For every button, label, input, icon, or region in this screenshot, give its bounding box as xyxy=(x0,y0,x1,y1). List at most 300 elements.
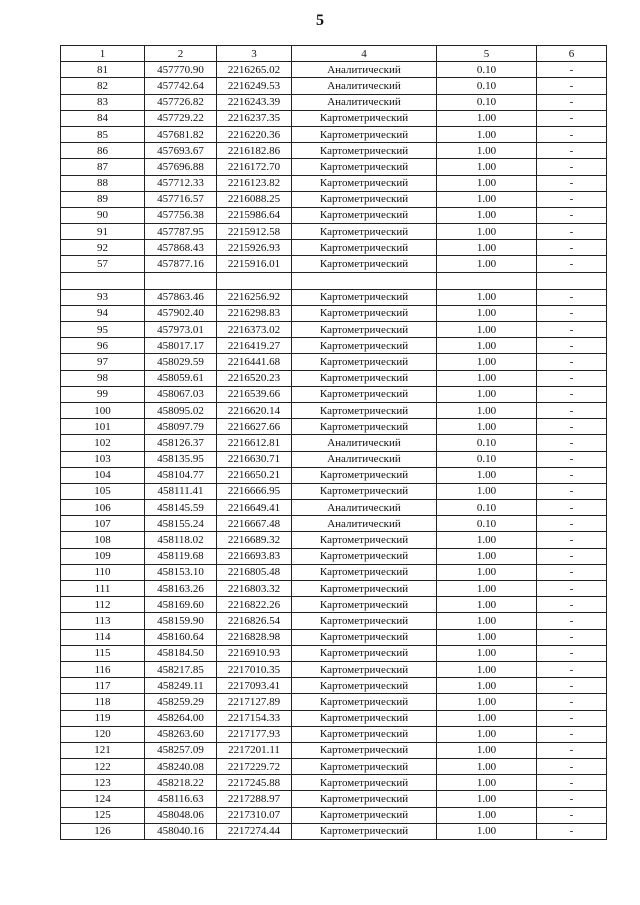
table-cell: 2217229.72 xyxy=(217,759,292,775)
table-cell: - xyxy=(537,240,607,256)
table-cell: - xyxy=(537,338,607,354)
table-cell: 2217177.93 xyxy=(217,726,292,742)
table-cell: 2216649.41 xyxy=(217,500,292,516)
table-cell: - xyxy=(537,370,607,386)
table-cell: 457787.95 xyxy=(145,224,217,240)
table-cell: 2215986.64 xyxy=(217,207,292,223)
table-cell: 1.00 xyxy=(437,256,537,272)
table-cell: 1.00 xyxy=(437,191,537,207)
table-cell: 458155.24 xyxy=(145,516,217,532)
table-cell: 89 xyxy=(61,191,145,207)
table-cell: 83 xyxy=(61,94,145,110)
table-cell: 457902.40 xyxy=(145,305,217,321)
table-cell: 458135.95 xyxy=(145,451,217,467)
table-cell: Картометрический xyxy=(292,207,437,223)
table-cell: - xyxy=(537,175,607,191)
table-cell: 458104.77 xyxy=(145,467,217,483)
table-cell: 2216520.23 xyxy=(217,370,292,386)
table-cell: 82 xyxy=(61,78,145,94)
table-cell: 0.10 xyxy=(437,500,537,516)
table-cell: Картометрический xyxy=(292,807,437,823)
table-cell: Картометрический xyxy=(292,775,437,791)
table-cell: 1.00 xyxy=(437,726,537,742)
table-row xyxy=(61,62,607,78)
table-cell: Картометрический xyxy=(292,338,437,354)
table-cell: - xyxy=(537,322,607,338)
table-cell: 458095.02 xyxy=(145,402,217,418)
table-cell: 2216667.48 xyxy=(217,516,292,532)
table-cell: - xyxy=(537,289,607,305)
table-row xyxy=(61,759,607,775)
table-cell: - xyxy=(537,645,607,661)
table-cell: 458184.50 xyxy=(145,645,217,661)
table-cell: 0.10 xyxy=(437,516,537,532)
table-row xyxy=(61,305,607,321)
table-cell: Картометрический xyxy=(292,629,437,645)
table-row xyxy=(61,581,607,597)
table-cell: - xyxy=(537,110,607,126)
table-cell: 84 xyxy=(61,110,145,126)
table-cell: 458111.41 xyxy=(145,483,217,499)
table-cell: 98 xyxy=(61,370,145,386)
table-row xyxy=(61,516,607,532)
table-row xyxy=(61,807,607,823)
table-cell: 2216612.81 xyxy=(217,435,292,451)
table-row xyxy=(61,419,607,435)
table-row xyxy=(61,467,607,483)
table-cell: - xyxy=(537,597,607,613)
table-cell: 2216220.36 xyxy=(217,126,292,142)
table-cell: Картометрический xyxy=(292,126,437,142)
table-cell: 113 xyxy=(61,613,145,629)
table-cell: 1.00 xyxy=(437,110,537,126)
table-cell: 458257.09 xyxy=(145,742,217,758)
table-cell: - xyxy=(537,564,607,580)
table-cell: 457729.22 xyxy=(145,110,217,126)
table-cell: - xyxy=(537,661,607,677)
table-cell: 2216539.66 xyxy=(217,386,292,402)
table-cell: - xyxy=(537,256,607,272)
table-cell: 2 xyxy=(145,46,217,62)
table-cell: 1.00 xyxy=(437,305,537,321)
table-cell: 111 xyxy=(61,581,145,597)
table-cell: 2216182.86 xyxy=(217,143,292,159)
table-cell: 2215916.01 xyxy=(217,256,292,272)
empty-cell xyxy=(537,272,607,289)
table-cell: Картометрический xyxy=(292,548,437,564)
table-cell: 457681.82 xyxy=(145,126,217,142)
table-row xyxy=(61,126,607,142)
table-row xyxy=(61,370,607,386)
empty-cell xyxy=(437,272,537,289)
table-cell: 458116.63 xyxy=(145,791,217,807)
table-cell: Картометрический xyxy=(292,613,437,629)
table-cell: 458017.17 xyxy=(145,338,217,354)
table-cell: Аналитический xyxy=(292,78,437,94)
table-cell: 118 xyxy=(61,694,145,710)
table-cell: 85 xyxy=(61,126,145,142)
table-cell: 106 xyxy=(61,500,145,516)
table-header-row xyxy=(61,46,607,62)
table-cell: 1.00 xyxy=(437,370,537,386)
table-cell: 2215926.93 xyxy=(217,240,292,256)
table-cell: 1.00 xyxy=(437,710,537,726)
table-cell: 1.00 xyxy=(437,143,537,159)
table-cell: - xyxy=(537,305,607,321)
table-row xyxy=(61,386,607,402)
table-cell: 458048.06 xyxy=(145,807,217,823)
table-cell: 109 xyxy=(61,548,145,564)
table-cell: 102 xyxy=(61,435,145,451)
table-cell: 100 xyxy=(61,402,145,418)
table-cell: Картометрический xyxy=(292,354,437,370)
table-cell: 2216630.71 xyxy=(217,451,292,467)
table-cell: 99 xyxy=(61,386,145,402)
table-cell: 1.00 xyxy=(437,402,537,418)
table-cell: 1.00 xyxy=(437,338,537,354)
table-cell: 457877.16 xyxy=(145,256,217,272)
table-cell: 2216666.95 xyxy=(217,483,292,499)
table-cell: - xyxy=(537,467,607,483)
table-cell: Картометрический xyxy=(292,322,437,338)
table-cell: - xyxy=(537,807,607,823)
table-row xyxy=(61,629,607,645)
table-cell: - xyxy=(537,710,607,726)
table-cell: 457693.67 xyxy=(145,143,217,159)
table-cell: 458059.61 xyxy=(145,370,217,386)
table-cell: - xyxy=(537,742,607,758)
table-cell: Картометрический xyxy=(292,564,437,580)
table-cell: 2216123.82 xyxy=(217,175,292,191)
table-row xyxy=(61,564,607,580)
table-cell: 2216689.32 xyxy=(217,532,292,548)
table-cell: 1.00 xyxy=(437,823,537,839)
table-cell: - xyxy=(537,775,607,791)
table-cell: 457756.38 xyxy=(145,207,217,223)
table-cell: 1.00 xyxy=(437,386,537,402)
table-cell: Картометрический xyxy=(292,661,437,677)
table-cell: Картометрический xyxy=(292,726,437,742)
table-cell: Аналитический xyxy=(292,94,437,110)
table-cell: Картометрический xyxy=(292,645,437,661)
table-cell: Картометрический xyxy=(292,823,437,839)
table-cell: 2216910.93 xyxy=(217,645,292,661)
table-cell: 103 xyxy=(61,451,145,467)
table-cell: Картометрический xyxy=(292,532,437,548)
table-row xyxy=(61,775,607,791)
table-cell: 458153.10 xyxy=(145,564,217,580)
table-cell: 458217.85 xyxy=(145,661,217,677)
table-cell: Аналитический xyxy=(292,62,437,78)
table-row xyxy=(61,78,607,94)
table-cell: 0.10 xyxy=(437,62,537,78)
table-row xyxy=(61,500,607,516)
table-cell: - xyxy=(537,386,607,402)
table-row xyxy=(61,175,607,191)
table-cell: - xyxy=(537,207,607,223)
table-cell: 1 xyxy=(61,46,145,62)
table-cell: 457742.64 xyxy=(145,78,217,94)
table-row xyxy=(61,613,607,629)
table-cell: 2216805.48 xyxy=(217,564,292,580)
table-cell: 457973.01 xyxy=(145,322,217,338)
coordinates-table xyxy=(60,45,607,840)
table-row xyxy=(61,661,607,677)
table-cell: 458159.90 xyxy=(145,613,217,629)
table-cell: 117 xyxy=(61,678,145,694)
table-cell: 2216249.53 xyxy=(217,78,292,94)
table-cell: 116 xyxy=(61,661,145,677)
table-cell: 457863.46 xyxy=(145,289,217,305)
page-number: 5 xyxy=(316,12,324,29)
table-cell: 96 xyxy=(61,338,145,354)
table-cell: 458097.79 xyxy=(145,419,217,435)
table-cell: - xyxy=(537,759,607,775)
table-row xyxy=(61,597,607,613)
table-row xyxy=(61,435,607,451)
table-cell: 2216088.25 xyxy=(217,191,292,207)
table-cell: 1.00 xyxy=(437,207,537,223)
table-cell: - xyxy=(537,823,607,839)
table-cell: 107 xyxy=(61,516,145,532)
table-cell: 92 xyxy=(61,240,145,256)
table-row xyxy=(61,143,607,159)
table-cell: - xyxy=(537,143,607,159)
table-cell: 1.00 xyxy=(437,532,537,548)
table-cell: 125 xyxy=(61,807,145,823)
table-cell: Картометрический xyxy=(292,402,437,418)
table-cell: 458169.60 xyxy=(145,597,217,613)
table-cell: 1.00 xyxy=(437,759,537,775)
table-cell: - xyxy=(537,62,607,78)
table-cell: Картометрический xyxy=(292,678,437,694)
table-cell: 122 xyxy=(61,759,145,775)
table-cell: 1.00 xyxy=(437,564,537,580)
table-cell: Картометрический xyxy=(292,386,437,402)
table-cell: 2217154.33 xyxy=(217,710,292,726)
table-cell: 458160.64 xyxy=(145,629,217,645)
table-cell: Картометрический xyxy=(292,370,437,386)
table-cell: Картометрический xyxy=(292,224,437,240)
table-cell: 458264.00 xyxy=(145,710,217,726)
table-cell: 87 xyxy=(61,159,145,175)
table-cell: 2216828.98 xyxy=(217,629,292,645)
table-cell: 457726.82 xyxy=(145,94,217,110)
table-cell: 2216441.68 xyxy=(217,354,292,370)
table-cell: Картометрический xyxy=(292,467,437,483)
table-cell: 86 xyxy=(61,143,145,159)
table-cell: 81 xyxy=(61,62,145,78)
table-cell: - xyxy=(537,613,607,629)
table-cell: 1.00 xyxy=(437,645,537,661)
table-cell: - xyxy=(537,78,607,94)
table-cell: 2216803.32 xyxy=(217,581,292,597)
table-cell: - xyxy=(537,354,607,370)
table-cell: 0.10 xyxy=(437,78,537,94)
table-cell: Картометрический xyxy=(292,256,437,272)
table-cell: - xyxy=(537,791,607,807)
table-cell: Картометрический xyxy=(292,110,437,126)
table-cell: 457716.57 xyxy=(145,191,217,207)
table-row xyxy=(61,110,607,126)
table-cell: - xyxy=(537,159,607,175)
table-cell: 458145.59 xyxy=(145,500,217,516)
table-row xyxy=(61,207,607,223)
table-cell: 1.00 xyxy=(437,694,537,710)
table-cell: 1.00 xyxy=(437,742,537,758)
coordinates-table-body xyxy=(61,46,607,840)
table-cell: 0.10 xyxy=(437,451,537,467)
table-cell: 1.00 xyxy=(437,289,537,305)
table-row xyxy=(61,402,607,418)
table-cell: 3 xyxy=(217,46,292,62)
table-cell: - xyxy=(537,224,607,240)
table-cell: - xyxy=(537,191,607,207)
table-row xyxy=(61,710,607,726)
table-cell: 1.00 xyxy=(437,791,537,807)
table-cell: 1.00 xyxy=(437,548,537,564)
table-cell: 1.00 xyxy=(437,322,537,338)
table-cell: 95 xyxy=(61,322,145,338)
table-cell: 458119.68 xyxy=(145,548,217,564)
table-cell: Картометрический xyxy=(292,710,437,726)
table-cell: 1.00 xyxy=(437,678,537,694)
table-cell: Картометрический xyxy=(292,143,437,159)
table-row xyxy=(61,289,607,305)
table-cell: 1.00 xyxy=(437,224,537,240)
table-row xyxy=(61,694,607,710)
table-cell: 97 xyxy=(61,354,145,370)
table-cell: Аналитический xyxy=(292,500,437,516)
table-cell: - xyxy=(537,483,607,499)
table-cell: - xyxy=(537,726,607,742)
table-row xyxy=(61,338,607,354)
table-cell: 101 xyxy=(61,419,145,435)
table-cell: 458126.37 xyxy=(145,435,217,451)
table-cell: 126 xyxy=(61,823,145,839)
table-separator-row xyxy=(61,272,607,289)
table-cell: 2216298.83 xyxy=(217,305,292,321)
table-cell: 90 xyxy=(61,207,145,223)
table-cell: 4 xyxy=(292,46,437,62)
table-cell: 457770.90 xyxy=(145,62,217,78)
table-cell: 1.00 xyxy=(437,483,537,499)
table-cell: 120 xyxy=(61,726,145,742)
table-row xyxy=(61,678,607,694)
table-cell: 2215912.58 xyxy=(217,224,292,240)
table-cell: 2216627.66 xyxy=(217,419,292,435)
table-cell: 2216826.54 xyxy=(217,613,292,629)
table-cell: 2217010.35 xyxy=(217,661,292,677)
table-cell: 91 xyxy=(61,224,145,240)
table-cell: 458218.22 xyxy=(145,775,217,791)
table-cell: 1.00 xyxy=(437,467,537,483)
table-row xyxy=(61,483,607,499)
table-cell: - xyxy=(537,532,607,548)
table-cell: - xyxy=(537,581,607,597)
table-cell: - xyxy=(537,548,607,564)
table-cell: Картометрический xyxy=(292,240,437,256)
table-cell: 2217245.88 xyxy=(217,775,292,791)
table-cell: 2216693.83 xyxy=(217,548,292,564)
table-cell: 2217127.89 xyxy=(217,694,292,710)
table-cell: Аналитический xyxy=(292,435,437,451)
table-cell: 458029.59 xyxy=(145,354,217,370)
table-cell: 1.00 xyxy=(437,661,537,677)
table-cell: Картометрический xyxy=(292,175,437,191)
table-cell: Картометрический xyxy=(292,742,437,758)
table-cell: 2216237.35 xyxy=(217,110,292,126)
table-cell: Картометрический xyxy=(292,483,437,499)
table-cell: 458040.16 xyxy=(145,823,217,839)
table-cell: Картометрический xyxy=(292,305,437,321)
table-cell: - xyxy=(537,678,607,694)
table-cell: - xyxy=(537,94,607,110)
table-cell: 1.00 xyxy=(437,613,537,629)
table-cell: Картометрический xyxy=(292,694,437,710)
table-row xyxy=(61,94,607,110)
table-cell: 2217274.44 xyxy=(217,823,292,839)
table-cell: 457868.43 xyxy=(145,240,217,256)
table-cell: - xyxy=(537,516,607,532)
table-cell: 108 xyxy=(61,532,145,548)
table-cell: 2217093.41 xyxy=(217,678,292,694)
table-cell: 104 xyxy=(61,467,145,483)
table-cell: 2216256.92 xyxy=(217,289,292,305)
table-cell: 458163.26 xyxy=(145,581,217,597)
table-cell: - xyxy=(537,435,607,451)
table-row xyxy=(61,256,607,272)
table-cell: 458067.03 xyxy=(145,386,217,402)
table-row xyxy=(61,240,607,256)
table-cell: Картометрический xyxy=(292,419,437,435)
table-cell: Картометрический xyxy=(292,597,437,613)
table-cell: 1.00 xyxy=(437,629,537,645)
table-cell: 1.00 xyxy=(437,419,537,435)
table-cell: Картометрический xyxy=(292,791,437,807)
table-cell: 2217288.97 xyxy=(217,791,292,807)
table-row xyxy=(61,823,607,839)
table-cell: 112 xyxy=(61,597,145,613)
table-cell: - xyxy=(537,402,607,418)
table-cell: 110 xyxy=(61,564,145,580)
table-cell: Картометрический xyxy=(292,191,437,207)
table-cell: - xyxy=(537,126,607,142)
table-cell: 119 xyxy=(61,710,145,726)
table-cell: 6 xyxy=(537,46,607,62)
table-cell: 1.00 xyxy=(437,354,537,370)
table-cell: 121 xyxy=(61,742,145,758)
empty-cell xyxy=(61,272,145,289)
empty-cell xyxy=(292,272,437,289)
table-cell: - xyxy=(537,500,607,516)
table-cell: 57 xyxy=(61,256,145,272)
table-cell: 124 xyxy=(61,791,145,807)
table-cell: 2216243.39 xyxy=(217,94,292,110)
table-cell: 458263.60 xyxy=(145,726,217,742)
table-row xyxy=(61,548,607,564)
table-cell: 88 xyxy=(61,175,145,191)
table-cell: 123 xyxy=(61,775,145,791)
table-cell: Аналитический xyxy=(292,516,437,532)
table-cell: 1.00 xyxy=(437,126,537,142)
table-cell: Картометрический xyxy=(292,159,437,175)
table-cell: 0.10 xyxy=(437,94,537,110)
table-cell: - xyxy=(537,451,607,467)
table-cell: 457712.33 xyxy=(145,175,217,191)
table-row xyxy=(61,224,607,240)
table-row xyxy=(61,354,607,370)
